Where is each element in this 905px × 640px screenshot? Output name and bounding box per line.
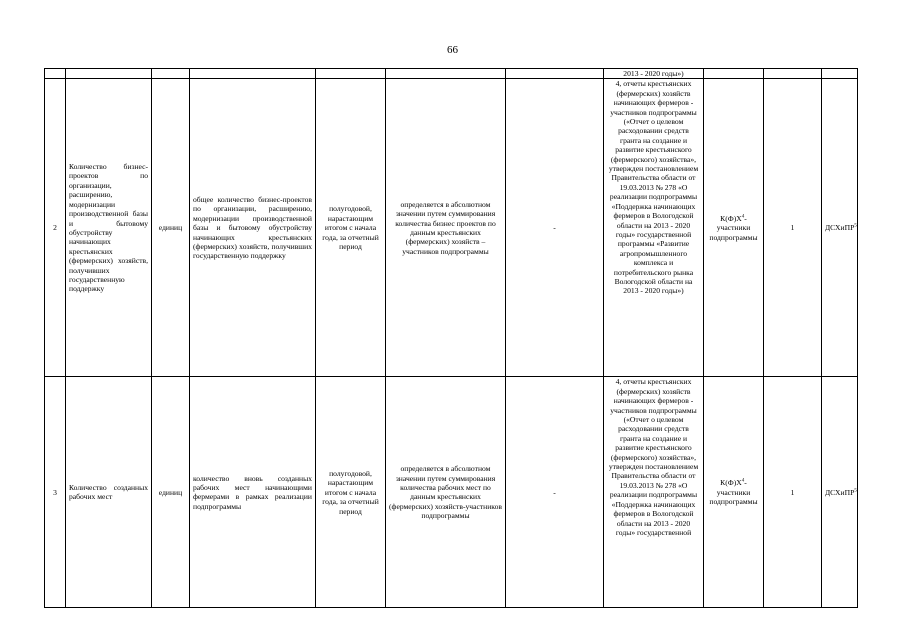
period-cell: полугодовой, нарастающим итогом с начала года, за отчетный период — [316, 79, 386, 377]
coverage-cell: 1 — [764, 79, 822, 377]
responsible-label: ДСХиПР — [825, 223, 855, 233]
row-number: 3 — [45, 377, 66, 608]
object-label-rest: - участники подпрограммы — [709, 213, 758, 242]
definition-cell: количество вновь созданных рабочих мест начинающими фермерами в рамках реализации подпрограммы — [190, 377, 316, 608]
row-number: 2 — [45, 79, 66, 377]
object-footnote: 4 — [741, 478, 745, 484]
source-cell: 2013 - 2020 годы») — [604, 69, 704, 79]
coverage-cell: 1 — [764, 377, 822, 608]
object-cell — [704, 377, 764, 608]
indicator-table — [44, 68, 858, 608]
source-cell: 4, отчеты крестьянских (фермерских) хозяйств начинающих фермеров - участников подпрограммы («Отчет о целевом расходовании средств гранта на создание и развитие крестьянского (фермерского) хозяйства», утвержден постановлением Правительства области от 19.03.2013 № 278 «О реализации подпрограммы «Поддержка начинающих фермеров в Вологодской области на 2013 - 2020 годы» государственной программы «Развитие агропромышленного комплекса и потребительского рынка Вологодской области на 2013 - 2020 годы») — [604, 79, 704, 377]
definition-cell: общее количество бизнес-проектов по организации, расширению, модернизации производственной базы и бытовому обустройству начинающих крестьянских (фермерских) хозяйств, получивших государственную поддержку — [190, 79, 316, 377]
responsible-cell — [822, 377, 858, 608]
responsible-label: ДСХиПР — [825, 487, 855, 497]
responsible-cell — [822, 79, 858, 377]
table-row — [45, 377, 858, 608]
unit-cell: единиц — [152, 377, 190, 608]
page-number: 66 — [447, 44, 458, 56]
responsible-footnote: 5 — [854, 488, 857, 494]
source-cell: 4, отчеты крестьянских (фермерских) хозяйств начинающих фермеров - участников подпрограммы («Отчет о целевом расходовании средств гранта на создание и развитие крестьянского (фермерского) хозяйства», утвержден постановлением Правительства области от 19.03.2013 № 278 «О реализации подпрограммы «Поддержка начинающих фермеров в Вологодской области на 2013 - 2020 годы» государственной — [604, 377, 704, 608]
object-label-rest: - участники подпрограммы — [709, 478, 758, 507]
responsible-footnote: 5 — [854, 223, 857, 229]
indicator-name: Количество созданных рабочих мест — [66, 377, 152, 608]
indicators-cell: - — [506, 79, 604, 377]
object-label: К(Ф)Х — [720, 478, 742, 488]
indicators-cell: - — [506, 377, 604, 608]
object-footnote: 4 — [741, 214, 745, 220]
table-row — [45, 79, 858, 377]
indicator-name: Количество бизнес-проектов по организации, расширению, модернизации производственной базы и бытовому обустройству начинающих крестьянских (фермерских) хозяйств, получивших государственную поддержку — [66, 79, 152, 377]
method-cell: определяется в абсолютном значении путем суммирования количества бизнес проектов по данным крестьянских (фермерских) хозяйств – участников подпрограммы — [386, 79, 506, 377]
object-label: К(Ф)Х — [720, 213, 742, 223]
period-cell: полугодовой, нарастающим итогом с начала года, за отчетный период — [316, 377, 386, 608]
object-cell — [704, 79, 764, 377]
table-row-continuation — [45, 69, 858, 79]
unit-cell: единиц — [152, 79, 190, 377]
method-cell: определяется в абсолютном значении путем суммирования количества рабочих мест по данным крестьянских (фермерских) хозяйств-участников подпрограммы — [386, 377, 506, 608]
